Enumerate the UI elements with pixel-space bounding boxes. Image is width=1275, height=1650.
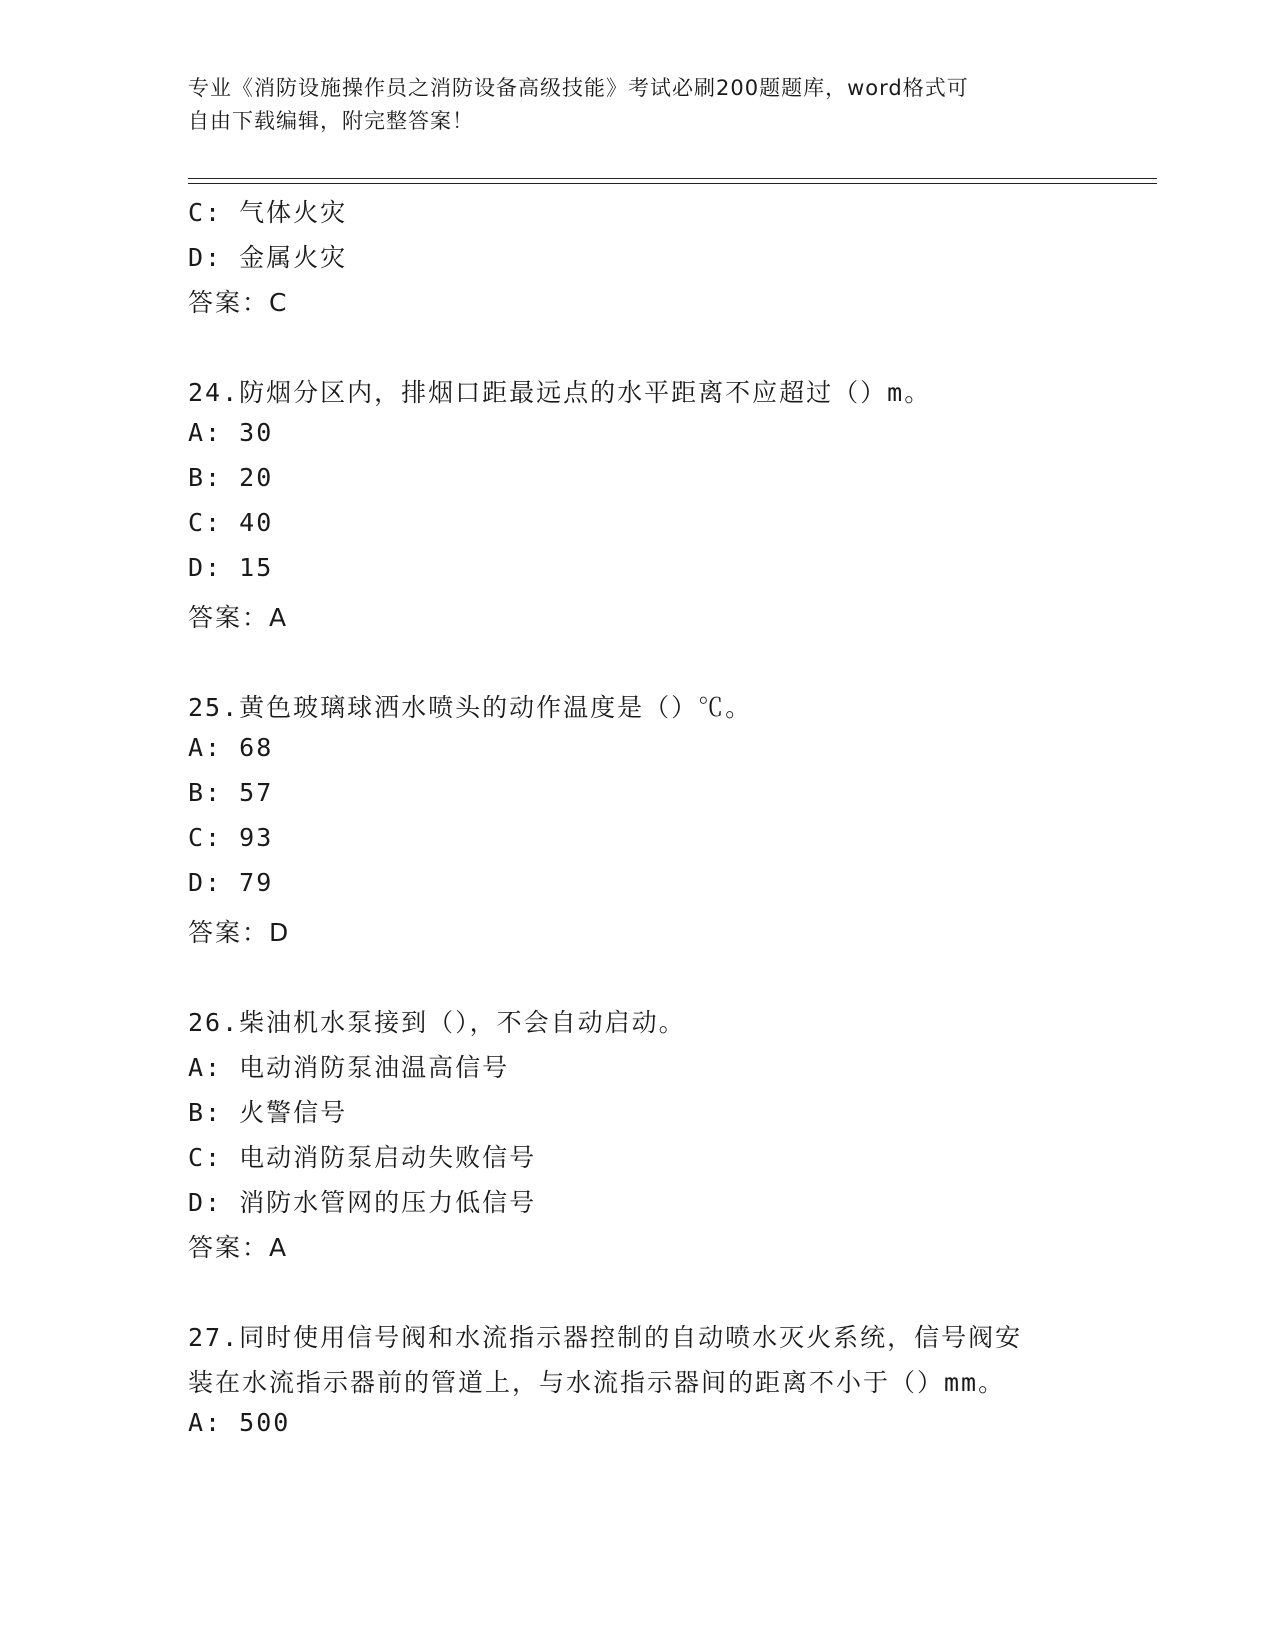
- q27-question-line-2: 装在水流指示器前的管道上，与水流指示器间的距离不小于（）mm。: [188, 1368, 1006, 1397]
- q24-option-c: C: 40: [188, 508, 274, 537]
- q24-option-a: A: 30: [188, 418, 274, 447]
- q26-option-c: C: 电动消防泵启动失败信号: [188, 1143, 537, 1172]
- header-line-1: 专业《消防设施操作员之消防设备高级技能》考试必刷200题题库，word格式可: [188, 76, 969, 100]
- q26-answer: 答案：A: [188, 1233, 289, 1262]
- q24-answer: 答案：A: [188, 603, 289, 632]
- q26-option-d: D: 消防水管网的压力低信号: [188, 1188, 537, 1217]
- q24-option-d: D: 15: [188, 553, 274, 582]
- q26-option-b: B: 火警信号: [188, 1098, 348, 1127]
- q25-option-a: A: 68: [188, 733, 274, 762]
- prev-answer: 答案：C: [188, 288, 289, 317]
- prev-option-d: D: 金属火灾: [188, 243, 348, 272]
- q25-option-d: D: 79: [188, 868, 274, 897]
- q26-question: 26.柴油机水泵接到（），不会自动启动。: [188, 1008, 686, 1037]
- header-divider-top: [188, 178, 1157, 179]
- q25-option-b: B: 57: [188, 778, 274, 807]
- q25-answer: 答案：D: [188, 918, 291, 947]
- document-header: [188, 72, 1068, 138]
- q25-question: 25.黄色玻璃球洒水喷头的动作温度是（）℃。: [188, 693, 753, 722]
- header-line-2: 自由下载编辑，附完整答案！: [188, 109, 474, 133]
- q24-option-b: B: 20: [188, 463, 274, 492]
- q27-option-a: A: 500: [188, 1408, 291, 1437]
- q25-option-c: C: 93: [188, 823, 274, 852]
- header-divider-bottom: [188, 183, 1157, 184]
- q26-option-a: A: 电动消防泵油温高信号: [188, 1053, 510, 1082]
- q24-question: 24.防烟分区内，排烟口距最远点的水平距离不应超过（）m。: [188, 378, 932, 407]
- q27-question-line-1: 27.同时使用信号阀和水流指示器控制的自动喷水灭火系统，信号阀安: [188, 1323, 1023, 1352]
- prev-option-c: C: 气体火灾: [188, 198, 348, 227]
